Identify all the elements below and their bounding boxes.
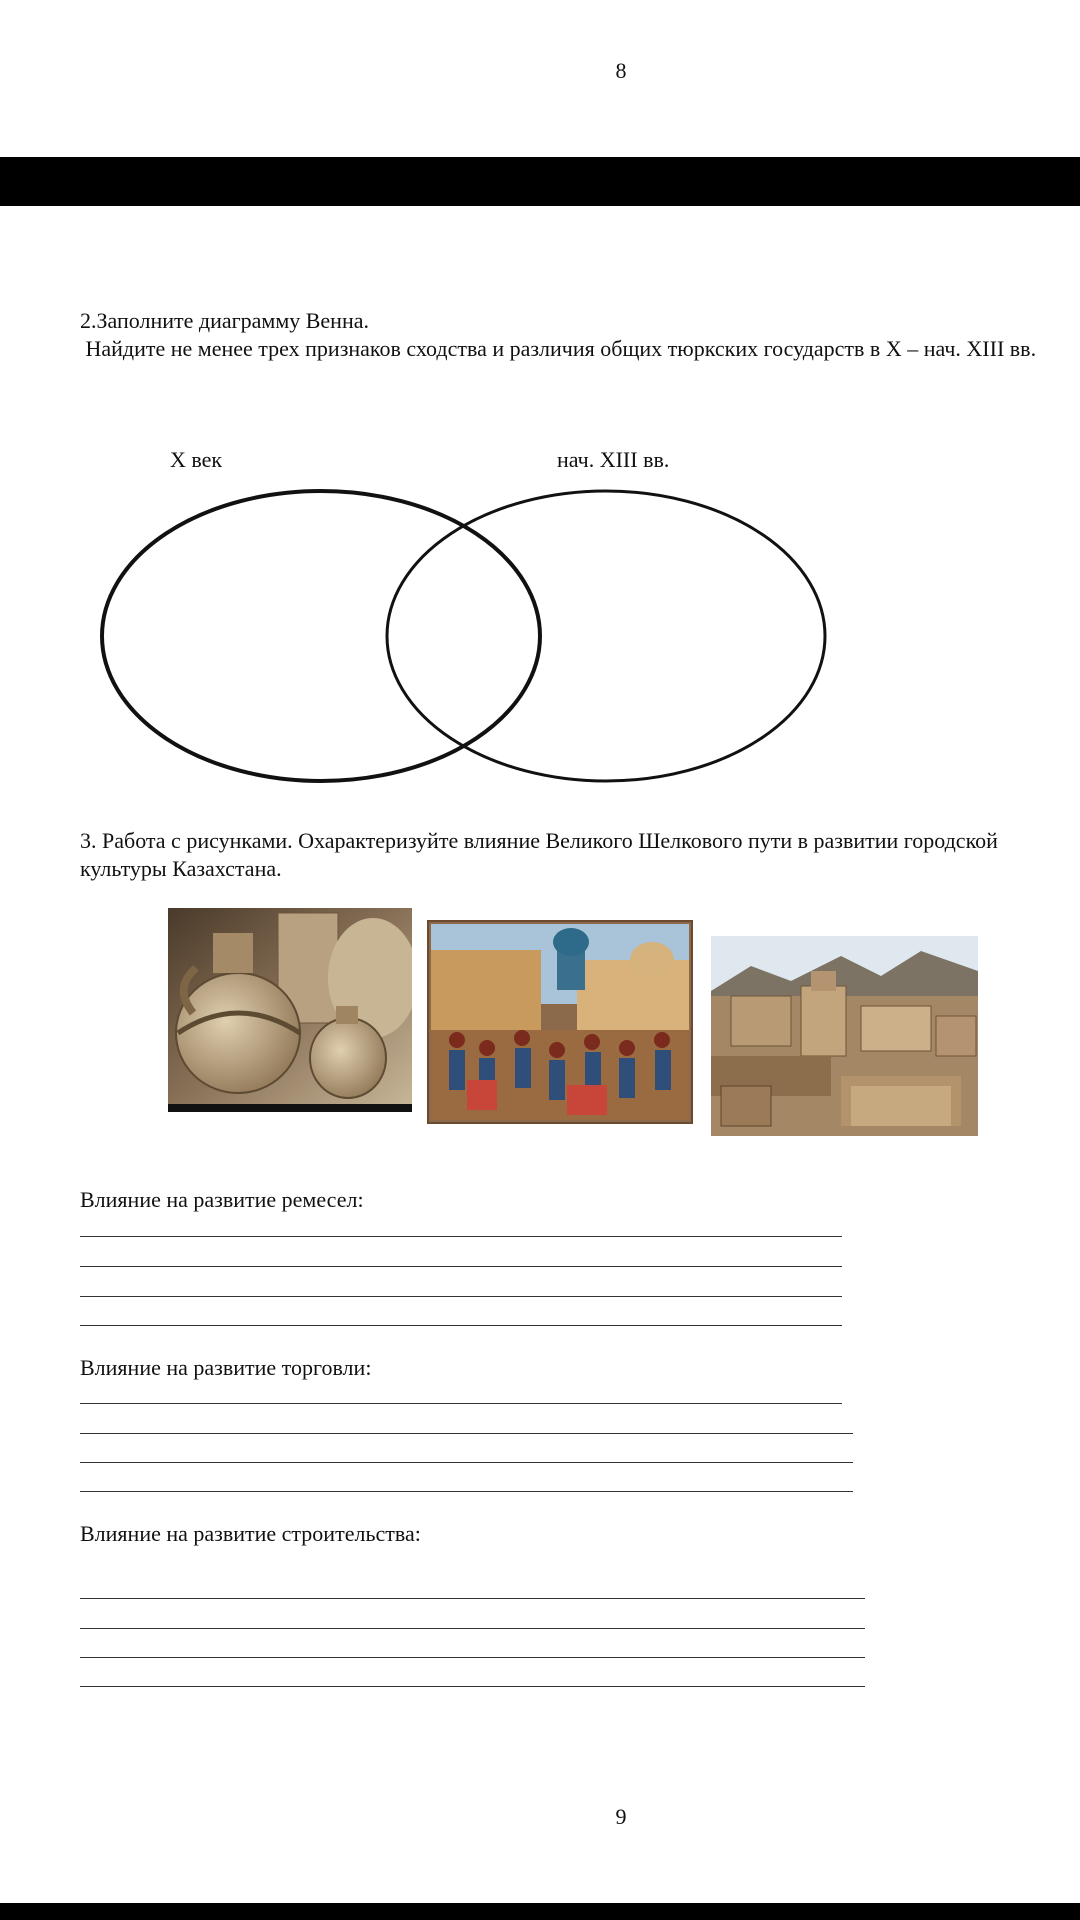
bazaar-painting xyxy=(427,920,693,1124)
venn-diagram[interactable] xyxy=(90,480,850,790)
venn-left-circle[interactable] xyxy=(102,491,540,781)
answer-line[interactable] xyxy=(80,1266,842,1267)
venn-right-label: нач. XIII вв. xyxy=(557,447,670,472)
answer-line[interactable] xyxy=(80,1491,853,1492)
answer-line[interactable] xyxy=(80,1296,842,1297)
task2-instruction: Найдите не менее трех признаков сходства и различия общих тюркских государств в X – нач. XIII вв. xyxy=(80,336,1037,361)
section-heading-construction: Влияние на развитие строительства: xyxy=(80,1521,421,1546)
venn-right-circle[interactable] xyxy=(387,491,825,781)
answer-line[interactable] xyxy=(80,1236,842,1237)
answer-line[interactable] xyxy=(80,1462,853,1463)
page-number-bottom: 9 xyxy=(615,1804,627,1829)
clay-pottery-photo xyxy=(168,908,412,1112)
task2-title: 2.Заполните диаграмму Венна. xyxy=(80,308,369,333)
answer-line[interactable] xyxy=(80,1403,842,1404)
page-number-top: 8 xyxy=(615,58,627,83)
page-separator-bar-bottom xyxy=(0,1903,1080,1920)
answer-line[interactable] xyxy=(80,1628,865,1629)
answer-line[interactable] xyxy=(80,1686,865,1687)
answer-line[interactable] xyxy=(80,1325,842,1326)
page-separator-bar xyxy=(0,157,1080,206)
answer-line[interactable] xyxy=(80,1433,853,1434)
task3-text: 3. Работа с рисунками. Охарактеризуйте влияние Великого Шелкового пути в развитии городской культуры Казахстана. xyxy=(80,828,998,881)
answer-line[interactable] xyxy=(80,1598,865,1599)
task2-block xyxy=(80,307,1070,363)
section-heading-trade: Влияние на развитие торговли: xyxy=(80,1355,372,1380)
answer-line[interactable] xyxy=(80,1657,865,1658)
ancient-city-photo xyxy=(711,936,978,1136)
venn-left-label: X век xyxy=(170,447,223,472)
section-heading-crafts: Влияние на развитие ремесел: xyxy=(80,1187,364,1212)
